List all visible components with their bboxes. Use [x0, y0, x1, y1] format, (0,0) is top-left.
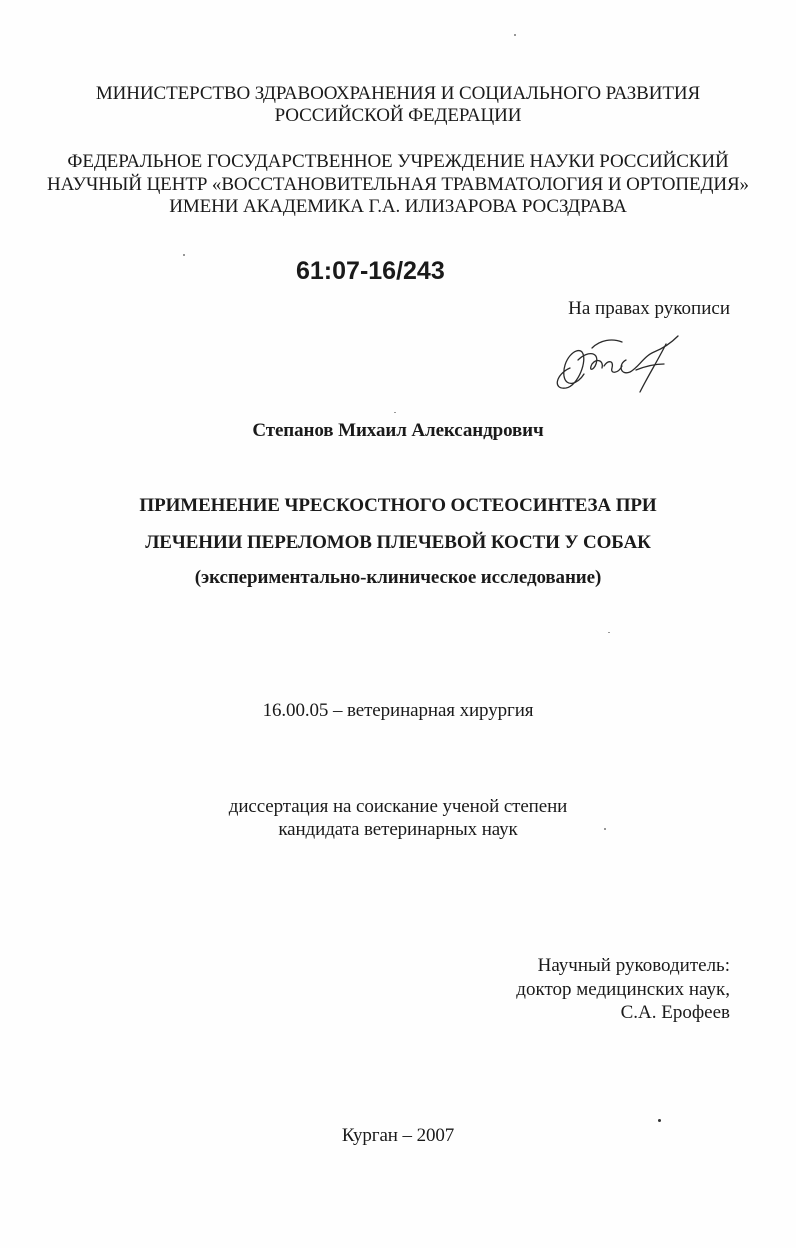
scan-speck [658, 1119, 661, 1122]
degree-line-1: диссертация на соискание ученой степени [228, 796, 568, 817]
specialty: 16.00.05 – ветеринарная хирургия [262, 700, 534, 721]
scan-speck [608, 632, 610, 633]
handwritten-signature [548, 330, 688, 398]
catalog-code: 61:07-16/243 [296, 257, 445, 285]
scan-speck [514, 34, 516, 36]
title-line-1: ПРИМЕНЕНИЕ ЧРЕСКОСТНОГО ОСТЕОСИНТЕЗА ПРИ [139, 495, 657, 516]
author-name: Степанов Михаил Александрович [252, 420, 544, 441]
degree-line-2: кандидата ветеринарных наук [278, 819, 518, 840]
scan-speck [604, 828, 606, 830]
institution-line-1: ФЕДЕРАЛЬНОЕ ГОСУДАРСТВЕННОЕ УЧРЕЖДЕНИЕ НАУКИ РОССИЙСКИЙ [67, 151, 729, 172]
ministry-line-2: РОССИЙСКОЙ ФЕДЕРАЦИИ [274, 105, 522, 126]
ministry-line-1: МИНИСТЕРСТВО ЗДРАВООХРАНЕНИЯ И СОЦИАЛЬНОГО РАЗВИТИЯ [95, 83, 701, 104]
supervisor-name: С.А. Ерофеев [620, 1002, 730, 1023]
supervisor-degree: доктор медицинских наук, [516, 979, 730, 1000]
institution-line-2: НАУЧНЫЙ ЦЕНТР «ВОССТАНОВИТЕЛЬНАЯ ТРАВМАТОЛОГИЯ И ОРТОПЕДИЯ» [47, 174, 749, 195]
supervisor-label: Научный руководитель: [537, 955, 730, 976]
scan-speck [394, 412, 396, 413]
title-line-2: ЛЕЧЕНИИ ПЕРЕЛОМОВ ПЛЕЧЕВОЙ КОСТИ У СОБАК [145, 532, 651, 553]
manuscript-rights: На правах рукописи [568, 298, 730, 319]
title-subtitle: (экспериментально-клиническое исследование) [194, 567, 602, 588]
institution-line-3: ИМЕНИ АКАДЕМИКА Г.А. ИЛИЗАРОВА РОСЗДРАВА [169, 196, 627, 217]
scan-speck [183, 254, 185, 256]
city-year: Курган – 2007 [341, 1125, 455, 1146]
